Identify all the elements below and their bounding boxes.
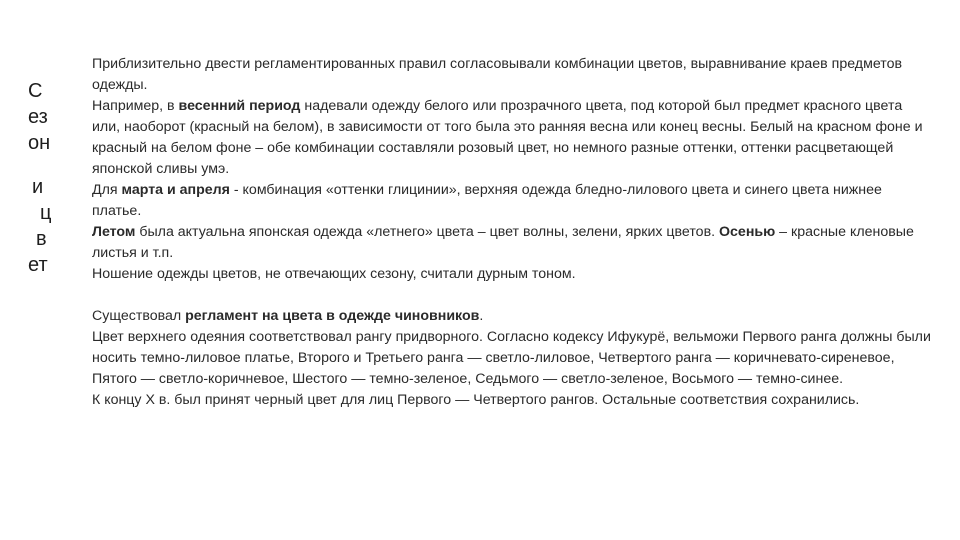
slide-title-vertical xyxy=(28,78,76,278)
paragraph: Приблизительно двести регламентированных правил согласовывали комбинации цветов, выравнивание краев предметов одежды. xyxy=(92,56,903,93)
emphasis: регламент на цвета в одежде чиновников xyxy=(185,308,480,324)
paragraph: Например, в весенний период надевали одежду белого или прозрачного цвета, под которой был предмет красного цвета или, наоборот (красный на белом), в зависимости от того была это ранняя весна или конец весны. Белый на красном фоне и красный на белом фоне – обе комбинации составляли розовый цвет, но немного разные оттенки, оттенки расцветающей японской сливы умэ. xyxy=(92,98,923,177)
paragraph: Ношение одежды цветов, не отвечающих сезону, считали дурным тоном. xyxy=(92,266,576,282)
paragraph: Для марта и апреля - комбинация «оттенки глицинии», верхняя одежда бледно-лилового цвета и синего цвета нижнее платье. xyxy=(92,182,882,219)
slide-body xyxy=(92,54,932,411)
emphasis: Летом xyxy=(92,224,136,240)
title-line: он xyxy=(28,132,51,154)
paragraph: Летом была актуальна японская одежда «летнего» цвета – цвет волны, зелени, ярких цветов. Осенью – красные кленовые листья и т.п. xyxy=(92,224,914,261)
paragraph: К концу X в. был принят черный цвет для лиц Первого — Четвертого рангов. Остальные соответствия сохранились. xyxy=(92,392,860,408)
title-line: ез xyxy=(28,106,48,128)
title-line: С xyxy=(28,80,43,102)
title-line: ц xyxy=(40,202,52,224)
title-line: в xyxy=(36,228,47,250)
officials-block xyxy=(92,306,932,411)
title-line: и xyxy=(32,176,44,198)
title-line: ет xyxy=(28,254,48,276)
emphasis: Осенью xyxy=(719,224,776,240)
emphasis: весенний период xyxy=(178,98,301,114)
paragraph: Существовал регламент на цвета в одежде чиновников. xyxy=(92,308,484,324)
seasons-block xyxy=(92,54,932,285)
emphasis: марта и апреля xyxy=(121,182,230,198)
paragraph: Цвет верхнего одеяния соответствовал рангу придворного. Согласно кодексу Ифукурё, вельможи Первого ранга должны были носить темно-лиловое платье, Второго и Третьего ранга — светло-лиловое, Четвертого ранга — коричневато-сиреневое, Пятого — светло-коричневое, Шестого — темно-зеленое, Седьмого — светло-зеленое, Восьмого — темно-синее. xyxy=(92,329,931,387)
